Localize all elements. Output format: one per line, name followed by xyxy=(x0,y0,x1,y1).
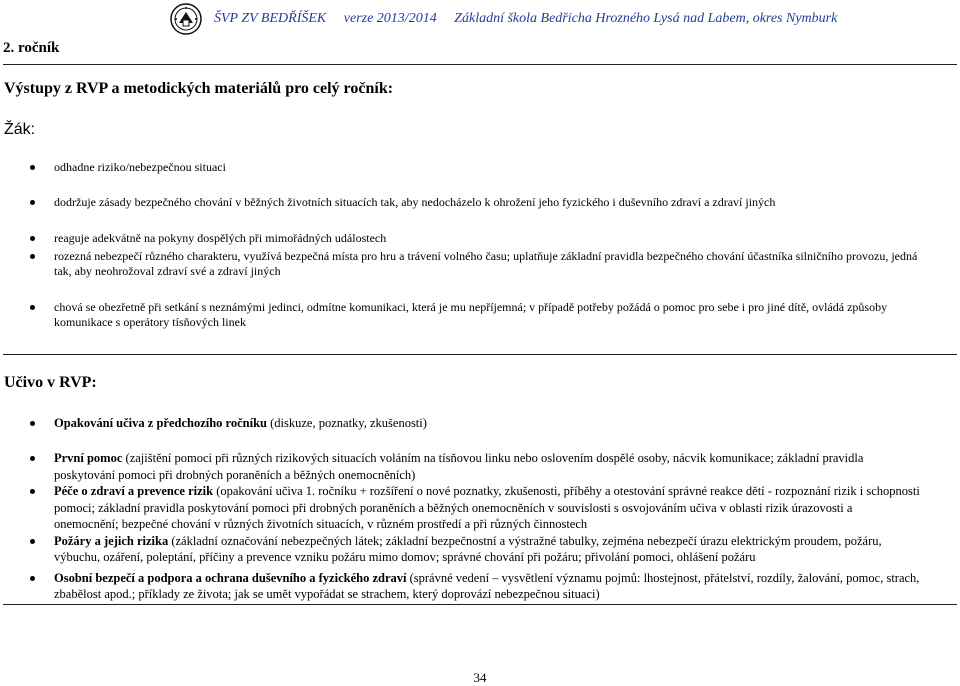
curriculum-list xyxy=(0,450,920,603)
outcomes-list xyxy=(0,249,920,279)
list-item: odhadne riziko/nebezpečnou situaci xyxy=(0,160,920,175)
page-header xyxy=(170,2,930,36)
outcomes-list xyxy=(0,231,920,246)
version-label: verze 2013/2014 xyxy=(343,11,437,26)
header-text xyxy=(214,11,851,27)
outcomes-list xyxy=(0,195,920,210)
list-item: dodržuje zásady bezpečného chování v běžných životních situacích tak, aby nedocházelo k ohrožení jeho fyzického i duševního zdraví a zdraví jiných xyxy=(0,195,920,210)
list-item: rozezná nebezpečí různého charakteru, využívá bezpečná místa pro hru a trávení volného času; uplatňuje základní pravidla bezpečného chování účastníka silničního provozu, jedná tak, aby neohrožoval zdraví své a zdraví jiných xyxy=(0,249,920,279)
list-item: Požáry a jejich rizika (základní označování nebezpečných látek; základní bezpečnostní a výstražné tabulky, zejména nebezpečí úrazu elektrickým proudem, požáru, výbuchu, ozáření, poleptání, příčiny a prevence vzniku požáru mimo domov; správné chování při požáru; přivolání pomoci, ohlášení požáru xyxy=(0,533,920,566)
list-item: Osobní bezpečí a podpora a ochrana duševního a fyzického zdraví (správné vedení – vysvětlení významu pojmů: lhostejnost, přátelství, rozdíly, žalování, pomoc, strach, zbabělost apod.; příklady ze života; jak se umět vypořádat se strachem, který doprovází nebezpečnou situaci) xyxy=(0,570,920,603)
outcomes-subject: Žák: xyxy=(4,121,36,138)
school-seal-icon xyxy=(170,3,202,35)
list-item: chová se obezřetně při setkání s neznámými jedinci, odmítne komunikaci, která je mu nepříjemná; v případě potřeby požádá o pomoc pro sebe i pro jiné dítě, ovládá způsoby komunikace s operátory tísňových linek xyxy=(0,300,920,330)
outcomes-title: Výstupy z RVP a metodických materiálů pro celý ročník: xyxy=(4,80,394,97)
divider xyxy=(3,64,957,65)
outcomes-list xyxy=(0,160,920,175)
school-code: ŠVP ZV BEDŘÍŠEK xyxy=(214,11,327,26)
curriculum-title: Učivo v RVP: xyxy=(4,374,97,391)
list-item: Péče o zdraví a prevence rizik (opakování učiva 1. ročníku + rozšíření o nové poznatky, zkušenosti, příběhy a otestování správné reakce dětí - rozpoznání rizik i schopnosti pomoci; základní pravidla poskytování pomoci při drobných poraněních a běžných onemocněních v souvislosti s osvojováním učiva v oblasti rizik úrazovosti a onemocnění; bezpečné chování v různých životních situacích, v různém prostředí a při různých činnostech xyxy=(0,483,920,533)
curriculum-list xyxy=(0,415,920,432)
outcomes-list xyxy=(0,300,920,330)
divider xyxy=(3,354,957,355)
list-item: reaguje adekvátně na pokyny dospělých při mimořádných událostech xyxy=(0,231,920,246)
page-number: 34 xyxy=(473,670,487,685)
divider xyxy=(3,604,957,605)
grade-title: 2. ročník xyxy=(3,40,60,56)
school-name: Základní škola Bedřicha Hrozného Lysá nad Labem, okres Nymburk xyxy=(454,11,838,26)
list-item: Opakování učiva z předchozího ročníku (diskuze, poznatky, zkušenosti) xyxy=(0,415,920,432)
list-item: První pomoc (zajištění pomoci při různých rizikových situacích voláním na tísňovou linku nebo oslovením dospělé osoby, nácvik komunikace; základní pravidla poskytování pomoci při drobných poraněních a běžných onemocněních) xyxy=(0,450,920,483)
